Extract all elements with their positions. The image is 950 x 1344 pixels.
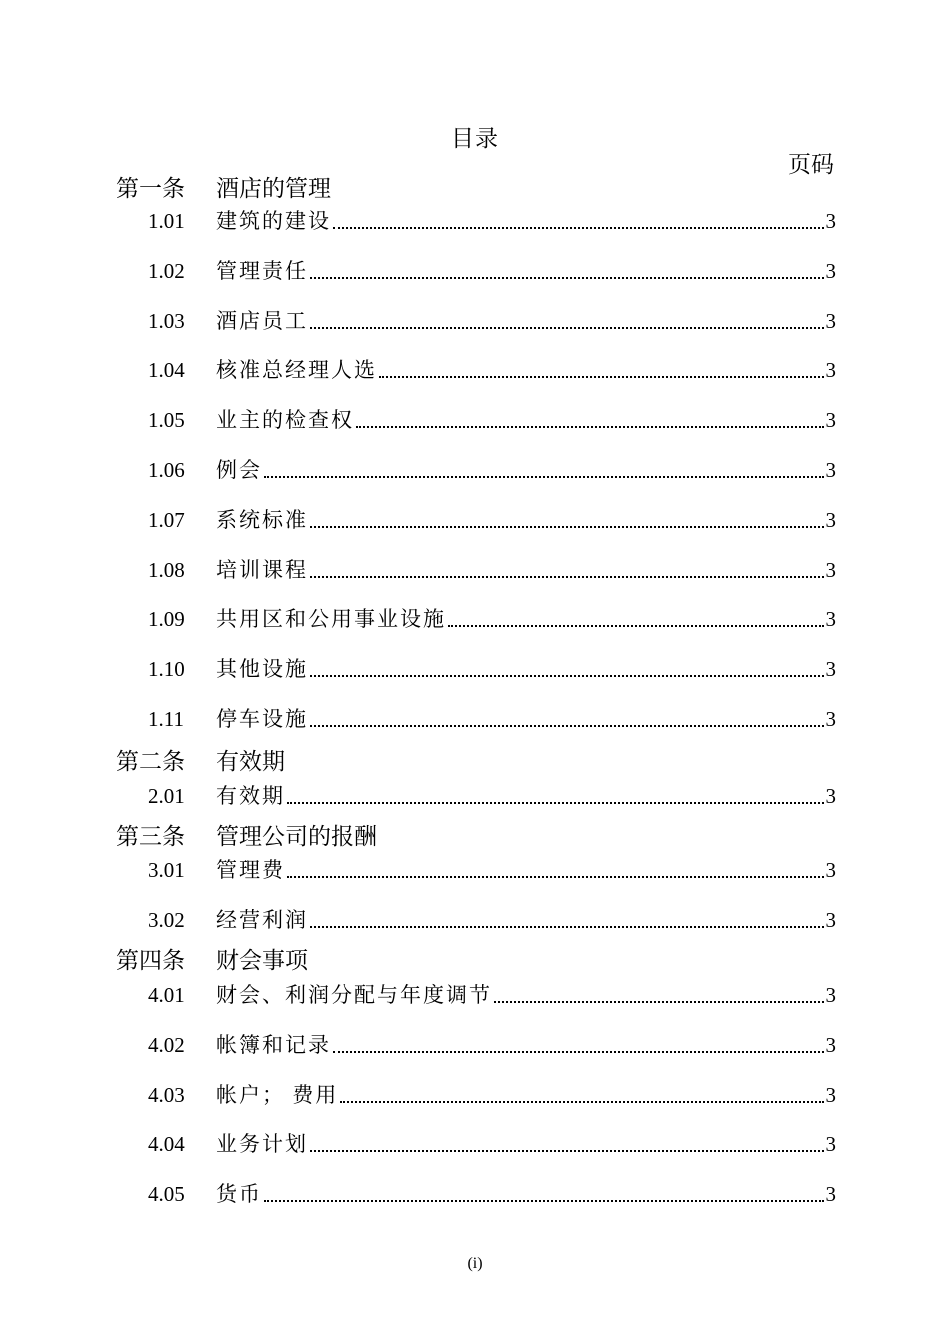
entry-page-number: 3	[825, 784, 836, 808]
entry-number: 4.04	[148, 1132, 185, 1157]
toc-entry[interactable]	[148, 404, 836, 434]
dot-leader	[287, 876, 824, 878]
dot-leader	[310, 576, 824, 578]
entry-page-number: 3	[825, 557, 836, 582]
entry-number: 1.07	[148, 507, 185, 532]
entry-number: 4.03	[148, 1082, 185, 1107]
entry-title: 系统标准	[216, 507, 308, 532]
dot-leader	[448, 625, 824, 627]
chapter-title: 有效期	[216, 749, 285, 774]
dot-leader	[264, 476, 824, 478]
dot-leader	[379, 376, 824, 378]
toc-chapter[interactable]	[116, 743, 285, 776]
chapter-title: 管理公司的报酬	[216, 824, 377, 849]
entry-page-number: 3	[825, 458, 836, 482]
toc-chapter[interactable]	[116, 942, 308, 975]
entry-page-number: 3	[825, 1032, 836, 1057]
toc-entry[interactable]	[148, 255, 836, 285]
dot-leader	[356, 426, 824, 428]
dot-leader	[310, 1150, 824, 1152]
toc-entry[interactable]	[148, 904, 836, 934]
toc-entry[interactable]	[148, 1178, 836, 1208]
toc-entry[interactable]	[148, 305, 836, 335]
entry-title: 其他设施	[216, 657, 308, 682]
dot-leader	[310, 926, 824, 928]
chapter-number: 第一条	[116, 176, 185, 201]
entry-title: 管理责任	[216, 258, 308, 283]
entry-title: 停车设施	[216, 707, 308, 731]
toc-entry[interactable]	[148, 653, 836, 683]
dot-leader	[310, 327, 824, 329]
toc-entry[interactable]	[148, 354, 836, 384]
entry-title: 帐簿和记录	[216, 1032, 331, 1057]
toc-entry[interactable]	[148, 504, 836, 534]
entry-title: 帐户； 费用	[216, 1082, 339, 1107]
entry-title: 核准总经理人选	[216, 358, 377, 383]
entry-page-number: 3	[825, 983, 836, 1007]
entry-number: 2.01	[148, 784, 185, 808]
toc-entry[interactable]	[148, 603, 836, 633]
toc-entry[interactable]	[148, 454, 836, 484]
entry-title: 酒店员工	[216, 308, 308, 333]
entry-title: 共用区和公用事业设施	[216, 607, 446, 632]
page-column-label: 页码	[788, 152, 834, 177]
entry-number: 1.04	[148, 358, 185, 383]
entry-page-number: 3	[825, 1082, 836, 1107]
toc-entry[interactable]	[148, 205, 836, 235]
dot-leader	[494, 1001, 824, 1003]
toc-entry[interactable]	[148, 1128, 836, 1158]
entry-number: 4.02	[148, 1032, 185, 1057]
entry-page-number: 3	[825, 657, 836, 682]
toc-chapter[interactable]	[116, 170, 331, 203]
chapter-title: 财会事项	[216, 948, 308, 973]
entry-number: 1.10	[148, 657, 185, 682]
toc-title: 目录	[451, 126, 499, 151]
entry-title: 业主的检查权	[216, 408, 354, 433]
dot-leader	[333, 227, 824, 229]
entry-page-number: 3	[825, 907, 836, 932]
toc-entry[interactable]	[148, 1029, 836, 1059]
entry-title: 财会、利润分配与年度调节	[216, 983, 492, 1007]
toc-entry[interactable]	[148, 780, 836, 810]
entry-page-number: 3	[825, 358, 836, 383]
entry-number: 1.01	[148, 209, 185, 233]
entry-page-number: 3	[825, 1182, 836, 1207]
dot-leader	[340, 1101, 823, 1103]
entry-title: 经营利润	[216, 907, 308, 932]
entry-page-number: 3	[825, 707, 836, 731]
entry-title: 例会	[216, 458, 262, 482]
chapter-number: 第四条	[116, 948, 185, 973]
entry-number: 1.11	[148, 707, 184, 731]
entry-number: 1.08	[148, 557, 185, 582]
entry-page-number: 3	[825, 1132, 836, 1157]
dot-leader	[310, 725, 824, 727]
entry-title: 管理费	[216, 858, 285, 882]
toc-entry[interactable]	[148, 979, 836, 1009]
entry-page-number: 3	[825, 607, 836, 632]
entry-number: 4.01	[148, 983, 185, 1007]
dot-leader	[310, 526, 824, 528]
dot-leader	[264, 1200, 824, 1202]
entry-page-number: 3	[825, 258, 836, 283]
entry-number: 3.01	[148, 858, 185, 882]
entry-page-number: 3	[825, 308, 836, 333]
entry-number: 1.03	[148, 308, 185, 333]
chapter-number: 第二条	[116, 749, 185, 774]
entry-number: 1.06	[148, 458, 185, 482]
toc-entry[interactable]	[148, 703, 836, 733]
entry-page-number: 3	[825, 408, 836, 433]
entry-page-number: 3	[825, 507, 836, 532]
page-number-footer: (i)	[467, 1255, 483, 1272]
toc-entry[interactable]	[148, 854, 836, 884]
entry-number: 1.05	[148, 408, 185, 433]
entry-page-number: 3	[825, 209, 836, 233]
entry-title: 有效期	[216, 784, 285, 808]
entry-page-number: 3	[825, 858, 836, 882]
toc-chapter[interactable]	[116, 818, 377, 851]
dot-leader	[287, 802, 824, 804]
dot-leader	[310, 277, 824, 279]
entry-title: 建筑的建设	[216, 209, 331, 233]
chapter-number: 第三条	[116, 824, 185, 849]
toc-entry[interactable]	[148, 1079, 836, 1109]
entry-title: 货币	[216, 1182, 262, 1207]
chapter-title: 酒店的管理	[216, 176, 331, 201]
entry-number: 1.09	[148, 607, 185, 632]
dot-leader	[333, 1051, 824, 1053]
entry-number: 4.05	[148, 1182, 185, 1207]
entry-number: 3.02	[148, 907, 185, 932]
entry-title: 业务计划	[216, 1132, 308, 1157]
dot-leader	[310, 675, 824, 677]
entry-number: 1.02	[148, 258, 185, 283]
entry-title: 培训课程	[216, 557, 308, 582]
toc-entry[interactable]	[148, 554, 836, 584]
